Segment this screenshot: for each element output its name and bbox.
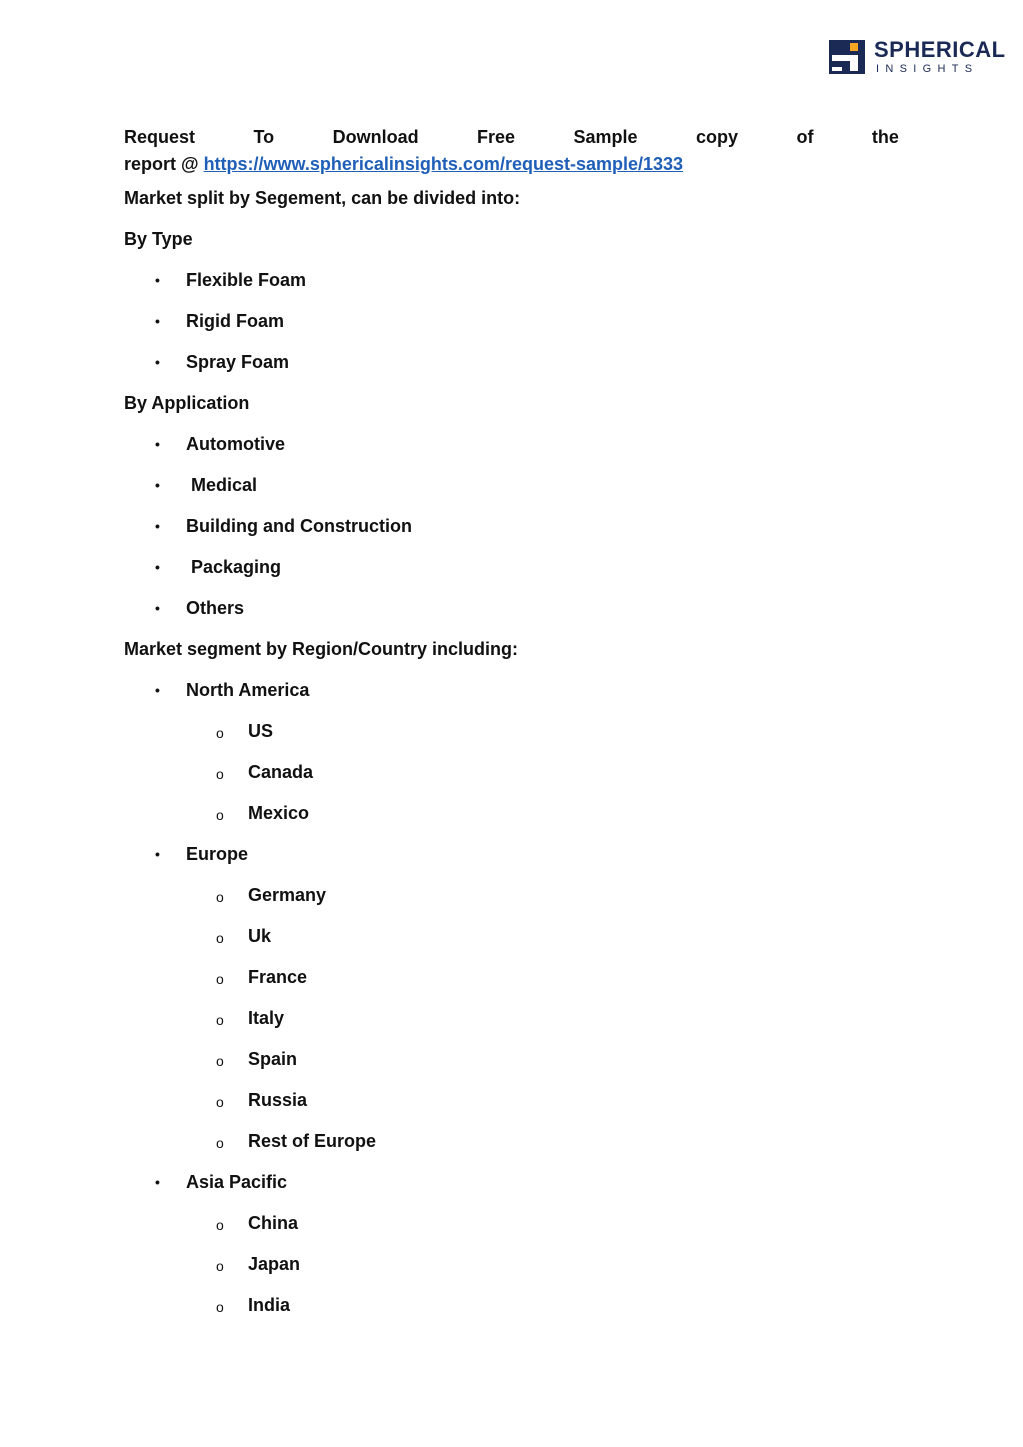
bullet-icon: •	[155, 313, 160, 329]
circle-bullet-icon: o	[216, 807, 224, 823]
country-item: o China	[124, 1203, 899, 1244]
list-item: • Flexible Foam	[124, 260, 899, 301]
country-item: o Japan	[124, 1244, 899, 1285]
request-word: Request	[124, 127, 196, 147]
circle-bullet-icon: o	[216, 1217, 224, 1233]
bullet-icon: •	[155, 272, 160, 288]
list-item: • Packaging	[124, 547, 899, 588]
country-item: o Uk	[124, 916, 899, 957]
list-item: • Spray Foam	[124, 342, 899, 383]
request-line	[124, 124, 899, 150]
circle-bullet-icon: o	[216, 725, 224, 741]
logo-subtitle: INSIGHTS	[876, 63, 979, 75]
country-item: o Spain	[124, 1039, 899, 1080]
country-item: o Rest of Europe	[124, 1121, 899, 1162]
list-item: • Medical	[124, 465, 899, 506]
request-link-line	[124, 150, 899, 178]
region-heading: Market segment by Region/Country including:	[124, 639, 519, 659]
request-word: To	[253, 127, 275, 147]
circle-bullet-icon: o	[216, 766, 224, 782]
request-word: of	[796, 127, 814, 147]
list-item: • Automotive	[124, 424, 899, 465]
list-item: • Building and Construction	[124, 506, 899, 547]
bullet-icon: •	[155, 436, 160, 452]
country-item: o Germany	[124, 875, 899, 916]
circle-bullet-icon: o	[216, 1012, 224, 1028]
segment-intro: Market split by Segement, can be divided into:	[124, 188, 521, 208]
circle-bullet-icon: o	[216, 889, 224, 905]
country-item: o France	[124, 957, 899, 998]
request-word: Free	[477, 127, 516, 147]
circle-bullet-icon: o	[216, 1258, 224, 1274]
by-application-heading: By Application	[124, 393, 250, 413]
country-item: o Russia	[124, 1080, 899, 1121]
circle-bullet-icon: o	[216, 971, 224, 987]
circle-bullet-icon: o	[216, 1094, 224, 1110]
bullet-icon: •	[155, 477, 160, 493]
request-word: copy	[696, 127, 739, 147]
by-type-heading: By Type	[124, 229, 193, 249]
bullet-icon: •	[155, 600, 160, 616]
request-prefix: report @	[124, 154, 204, 174]
logo-wordmark: SPHERICAL	[874, 37, 1006, 62]
circle-bullet-icon: o	[216, 930, 224, 946]
region-item: • North America	[124, 670, 899, 711]
logo-mark-icon	[829, 40, 865, 74]
document-body	[124, 124, 899, 1326]
bullet-icon: •	[155, 354, 160, 370]
request-sample-link[interactable]: https://www.sphericalinsights.com/request-sample/1333	[203, 154, 684, 174]
bullet-icon: •	[155, 518, 160, 534]
bullet-icon: •	[155, 559, 160, 575]
request-word: Download	[332, 127, 419, 147]
bullet-icon: •	[155, 846, 160, 862]
request-word: the	[871, 127, 899, 147]
list-item: • Others	[124, 588, 899, 629]
circle-bullet-icon: o	[216, 1053, 224, 1069]
spherical-insights-logo	[829, 37, 1006, 75]
country-item: o Canada	[124, 752, 899, 793]
circle-bullet-icon: o	[216, 1135, 224, 1151]
bullet-icon: •	[155, 1174, 160, 1190]
country-item: o Italy	[124, 998, 899, 1039]
circle-bullet-icon: o	[216, 1299, 224, 1315]
bullet-icon: •	[155, 682, 160, 698]
region-item: • Asia Pacific	[124, 1162, 899, 1203]
country-item: o Mexico	[124, 793, 899, 834]
request-word: Sample	[573, 127, 638, 147]
country-item: o US	[124, 711, 899, 752]
country-item: o India	[124, 1285, 899, 1326]
region-item: • Europe	[124, 834, 899, 875]
list-item: • Rigid Foam	[124, 301, 899, 342]
